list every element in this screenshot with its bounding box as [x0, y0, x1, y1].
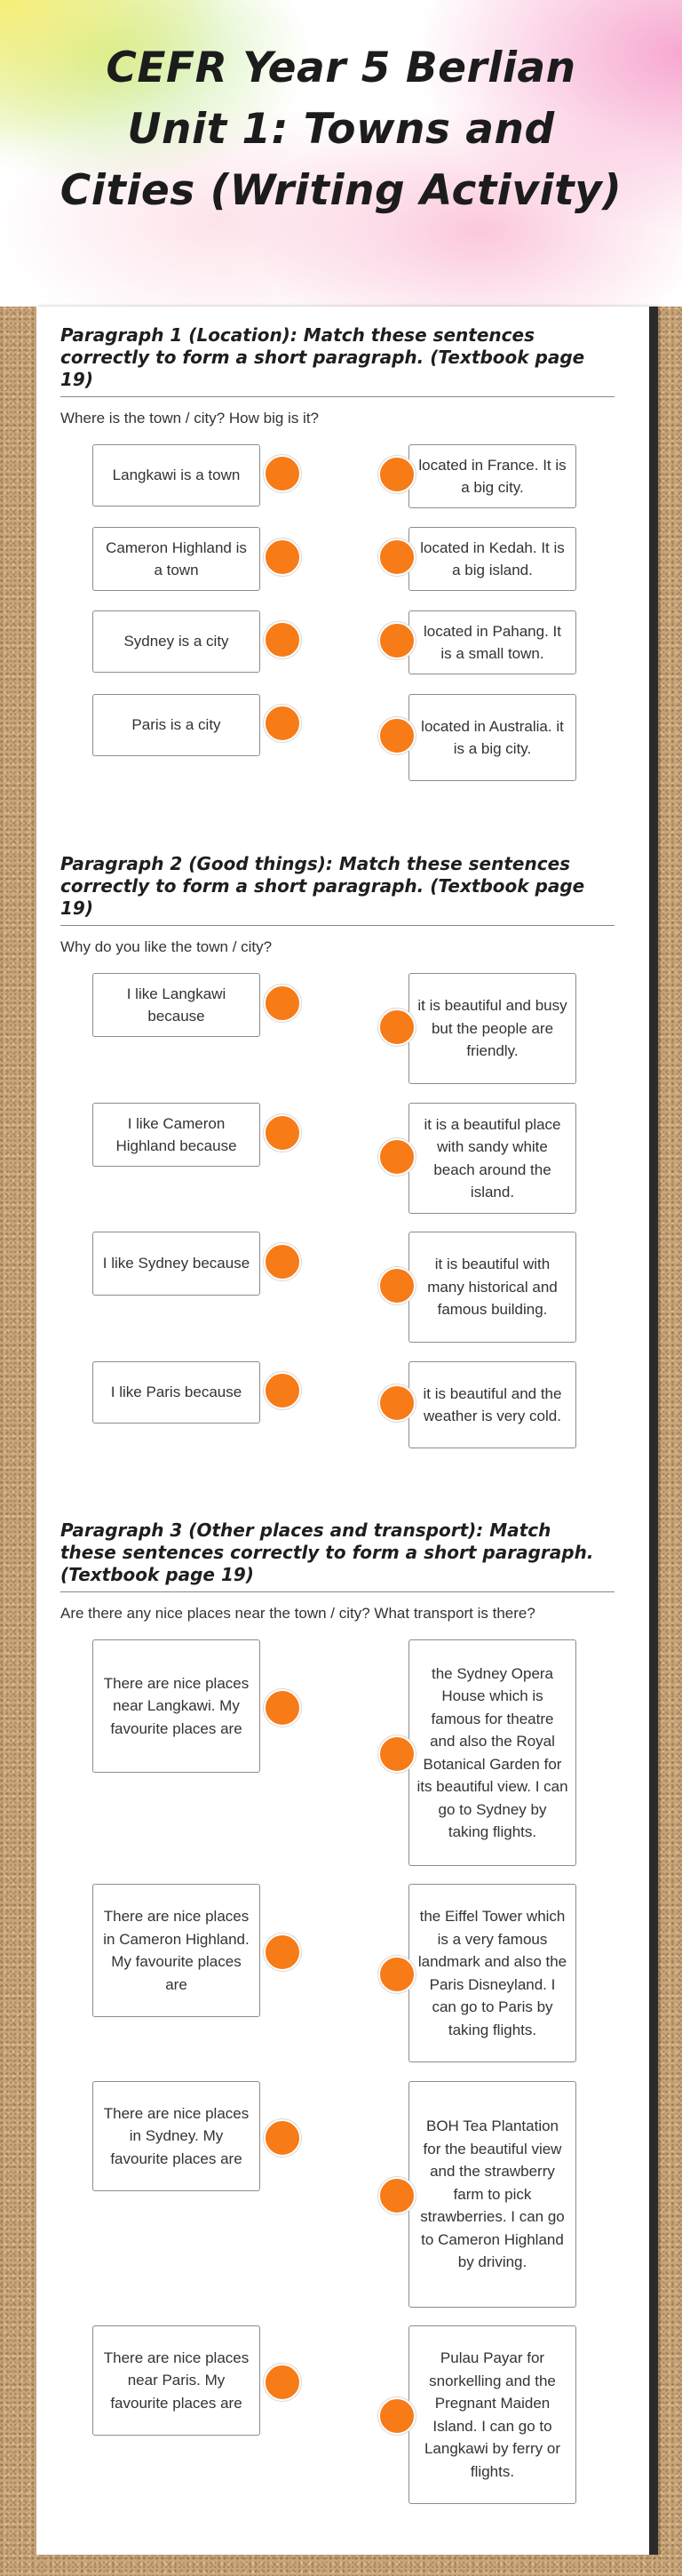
match-right-item[interactable]: it is beautiful and busy but the people are friendly. [408, 973, 576, 1084]
left-connector-dot[interactable] [264, 1372, 301, 1409]
section-prompt: Where is the town / city? How big is it? [60, 410, 320, 427]
right-connector-dot[interactable] [378, 1384, 416, 1422]
left-connector-dot[interactable] [264, 705, 301, 742]
match-left-item[interactable]: I like Langkawi because [92, 973, 260, 1037]
left-connector-dot[interactable] [264, 1243, 301, 1280]
right-connector-dot[interactable] [378, 622, 416, 659]
left-connector-dot[interactable] [264, 538, 301, 576]
match-right-item[interactable]: located in Australia. it is a big city. [408, 694, 576, 781]
left-connector-dot[interactable] [264, 1114, 301, 1152]
match-left-item[interactable]: Cameron Highland is a town [92, 527, 260, 591]
left-connector-dot[interactable] [264, 2364, 301, 2401]
section-2-header [60, 853, 611, 956]
section-heading: Paragraph 3 (Other places and transport): Match these sentences correctly to form a short paragraph. (Textbook page 19) [60, 1519, 594, 1585]
match-left-item[interactable]: There are nice places in Sydney. My favourite places are [92, 2081, 260, 2191]
match-left-item[interactable]: I like Sydney because [92, 1232, 260, 1296]
match-right-item[interactable]: it is a beautiful place with sandy white beach around the island. [408, 1103, 576, 1214]
section-heading: Paragraph 2 (Good things): Match these sentences correctly to form a short paragraph. (Textbook page 19) [60, 853, 585, 919]
divider [60, 925, 615, 926]
divider [60, 1591, 615, 1592]
match-right-item[interactable]: it is beautiful with many historical and famous building. [408, 1232, 576, 1343]
match-left-item[interactable]: There are nice places in Cameron Highland. My favourite places are [92, 1884, 260, 2017]
right-connector-dot[interactable] [378, 1009, 416, 1046]
left-connector-dot[interactable] [264, 2119, 301, 2157]
header-banner [0, 0, 682, 307]
match-left-item[interactable]: Langkawi is a town [92, 444, 260, 506]
match-left-item[interactable]: Paris is a city [92, 694, 260, 756]
match-right-item[interactable]: BOH Tea Plantation for the beautiful view and the strawberry farm to pick strawberries. I can go to Cameron Highland by driving. [408, 2081, 576, 2308]
section-1-header [60, 324, 611, 427]
match-right-item[interactable]: located in France. It is a big city. [408, 444, 576, 508]
match-right-item[interactable]: the Eiffel Tower which is a very famous landmark and also the Paris Disneyland. I can go to Paris by taking flights. [408, 1884, 576, 2062]
section-prompt: Why do you like the town / city? [60, 938, 273, 955]
left-connector-dot[interactable] [264, 1689, 301, 1727]
right-connector-dot[interactable] [378, 538, 416, 576]
match-right-item[interactable]: the Sydney Opera House which is famous for theatre and also the Royal Botanical Garden for its beautiful view. I can go to Sydney by taking flights. [408, 1639, 576, 1866]
left-connector-dot[interactable] [264, 985, 301, 1022]
right-connector-dot[interactable] [378, 1956, 416, 1993]
left-connector-dot[interactable] [264, 621, 301, 658]
page-title: CEFR Year 5 Berlian Unit 1: Towns and Cities (Writing Activity) [59, 44, 623, 215]
match-right-item[interactable]: it is beautiful and the weather is very cold. [408, 1361, 576, 1448]
match-left-item[interactable]: Sydney is a city [92, 610, 260, 673]
match-left-item[interactable]: There are nice places near Paris. My favourite places are [92, 2325, 260, 2436]
match-right-item[interactable]: Pulau Payar for snorkelling and the Pregnant Maiden Island. I can go to Langkawi by ferry or flights. [408, 2325, 576, 2504]
section-prompt: Are there any nice places near the town / city? What transport is there? [60, 1605, 535, 1622]
match-left-item[interactable]: I like Cameron Highland because [92, 1103, 260, 1167]
right-connector-dot[interactable] [378, 1138, 416, 1176]
right-connector-dot[interactable] [378, 1267, 416, 1304]
left-connector-dot[interactable] [264, 455, 301, 492]
match-right-item[interactable]: located in Pahang. It is a small town. [408, 610, 576, 674]
right-connector-dot[interactable] [378, 2397, 416, 2435]
match-right-item[interactable]: located in Kedah. It is a big island. [408, 527, 576, 591]
right-connector-dot[interactable] [378, 2177, 416, 2214]
worksheet [36, 307, 658, 2555]
section-3-header [60, 1519, 611, 1623]
divider [60, 396, 615, 397]
left-connector-dot[interactable] [264, 1934, 301, 1971]
right-connector-dot[interactable] [378, 1735, 416, 1773]
right-connector-dot[interactable] [378, 717, 416, 754]
right-connector-dot[interactable] [378, 456, 416, 493]
match-left-item[interactable]: I like Paris because [92, 1361, 260, 1424]
section-heading: Paragraph 1 (Location): Match these sentences correctly to form a short paragraph. (Textbook page 19) [60, 324, 585, 390]
match-left-item[interactable]: There are nice places near Langkawi. My favourite places are [92, 1639, 260, 1773]
